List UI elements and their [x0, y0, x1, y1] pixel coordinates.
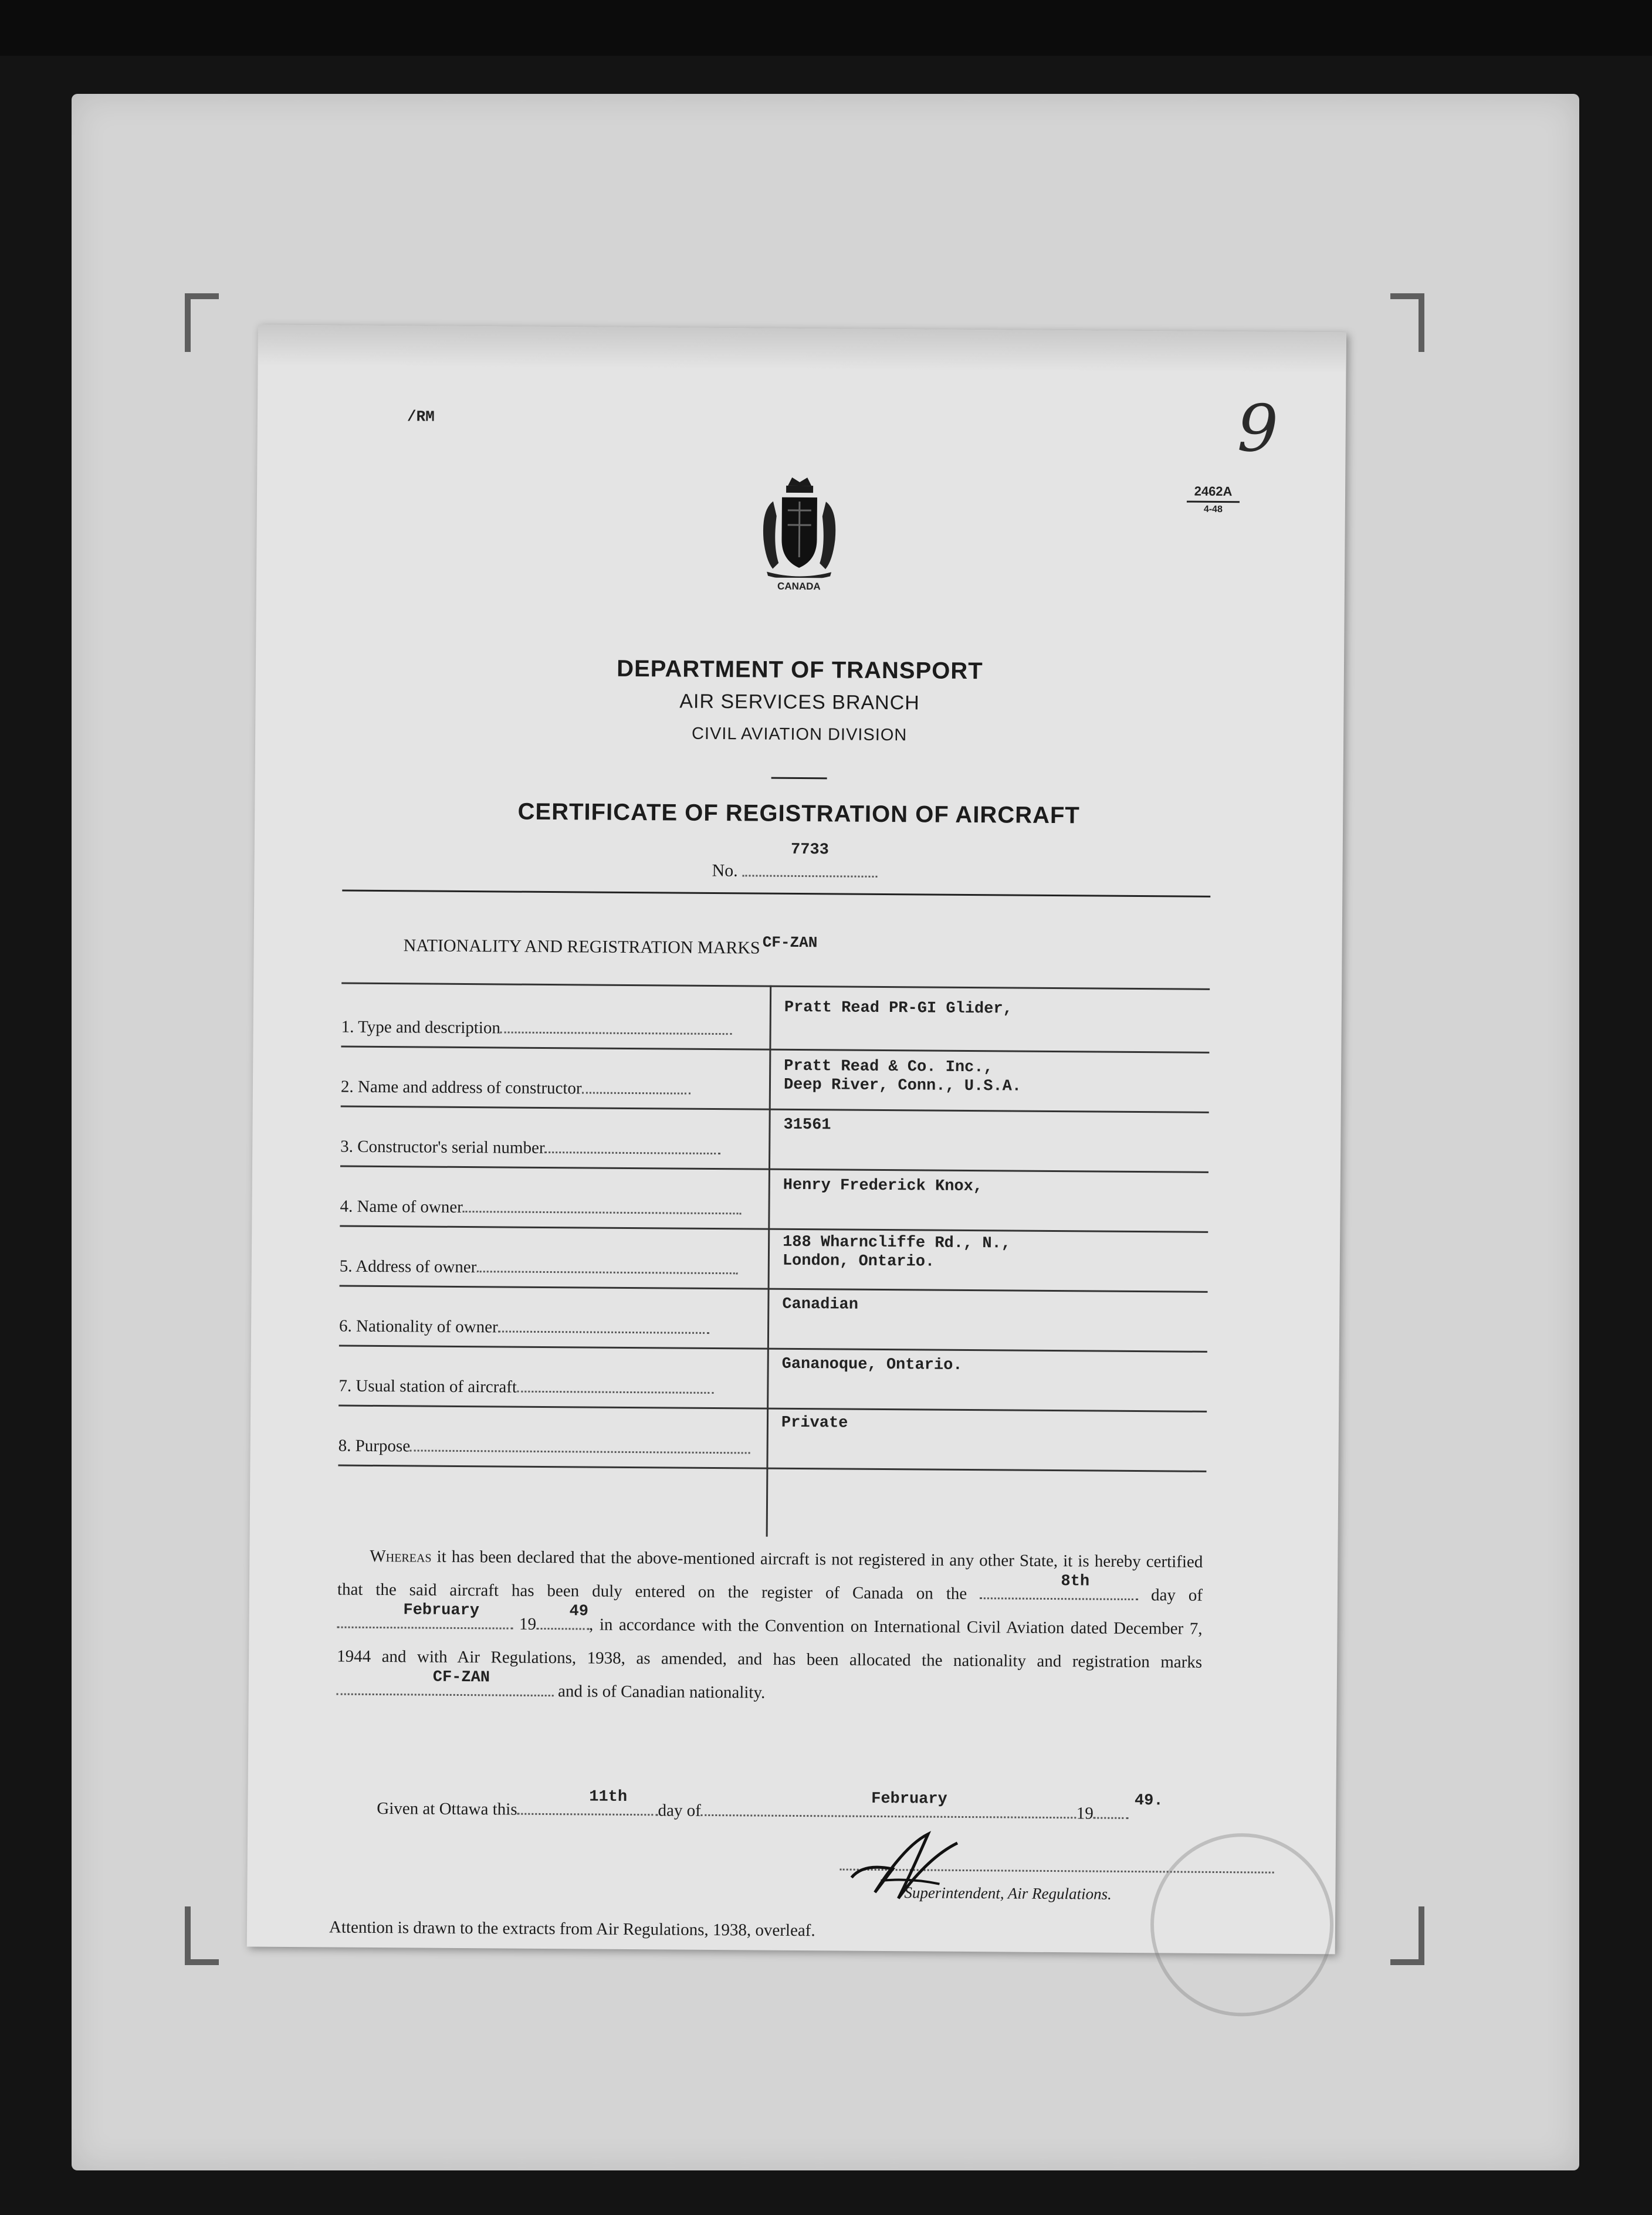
field-label-owner-name: 4. Name of owner	[340, 1197, 742, 1220]
field-value-owner-address: 188 Wharncliffe Rd., N., London, Ontario.	[782, 1233, 1011, 1271]
sheet-fold-shadow	[258, 325, 1346, 374]
given-day-fill	[517, 1788, 658, 1816]
declaration-paragraph	[337, 1540, 1203, 1713]
certificate-sheet	[247, 325, 1346, 1955]
declaration-text-2: day of	[1150, 1586, 1203, 1605]
table-rule	[340, 1166, 1208, 1173]
certificate-number-fill	[742, 841, 877, 877]
field-label-owner-address: 5. Address of owner	[340, 1257, 738, 1279]
table-rule	[339, 1345, 1207, 1353]
given-month-fill	[701, 1790, 1076, 1818]
crest-label: CANADA	[777, 580, 821, 592]
table-rule	[341, 1046, 1209, 1054]
table-rule	[340, 1225, 1208, 1233]
top-dark-band	[0, 0, 1652, 56]
table-column-divider	[766, 985, 772, 1537]
department-heading: DEPARTMENT OF TRANSPORT	[617, 655, 983, 685]
declaration-text-4: , in accordance with the Convention on International Civil Aviation dated December 7, 1944 and with Air Regulations, 1938, as amended, and has been allocated the nationality and registration marks	[337, 1615, 1203, 1672]
crop-mark-top-left	[185, 293, 219, 352]
table-rule	[341, 1106, 1209, 1113]
table-rule	[338, 1465, 1206, 1472]
marks-value: CF-ZAN	[762, 933, 818, 952]
field-label-purpose: 8. Purpose	[338, 1437, 751, 1459]
marks-line	[403, 933, 818, 959]
marks-label: NATIONALITY AND REGISTRATION MARKS	[403, 936, 760, 958]
given-year: 49.	[1134, 1791, 1163, 1810]
heading-divider	[771, 777, 827, 780]
form-date: 4-48	[1203, 504, 1223, 515]
given-month: February	[871, 1790, 947, 1808]
declaration-text-3: 19	[519, 1614, 537, 1634]
field-label-type: 1. Type and description	[341, 1018, 732, 1040]
registration-day-fill	[980, 1572, 1138, 1600]
page-number-annotation: 9	[1237, 391, 1279, 466]
crop-mark-bottom-right	[1390, 1906, 1424, 1965]
official-stamp-icon	[1150, 1833, 1334, 2017]
field-label-serial: 3. Constructor's serial number	[340, 1137, 721, 1160]
form-code: 2462A	[1187, 484, 1240, 503]
registration-year-fill	[536, 1602, 589, 1630]
coat-of-arms-icon	[755, 475, 844, 595]
division-heading: CIVIL AVIATION DIVISION	[691, 724, 908, 745]
crop-mark-top-right	[1390, 293, 1424, 352]
field-value-constructor: Pratt Read & Co. Inc., Deep River, Conn., U.S.A.	[783, 1057, 1022, 1096]
table-rule	[340, 1285, 1208, 1293]
table-rule	[341, 983, 1210, 990]
field-label-station: 7. Usual station of aircraft	[338, 1377, 713, 1398]
given-day: 11th	[589, 1788, 628, 1806]
certificate-title: CERTIFICATE OF REGISTRATION OF AIRCRAFT	[517, 798, 1080, 829]
field-value-purpose: Private	[781, 1414, 848, 1432]
declaration-whereas: Whereas	[370, 1546, 432, 1566]
form-number	[1187, 484, 1240, 516]
given-line	[336, 1788, 1201, 1831]
registration-day: 8th	[1061, 1572, 1090, 1591]
given-year-fill	[1094, 1791, 1163, 1819]
given-mid: day of	[658, 1801, 701, 1820]
certificate-number-label: No.	[712, 861, 738, 880]
field-label-nationality: 6. Nationality of owner	[339, 1317, 709, 1339]
field-value-owner-name: Henry Frederick Knox,	[783, 1176, 983, 1196]
attention-footer: Attention is drawn to the extracts from Air Regulations, 1938, overleaf.	[329, 1918, 815, 1940]
title-rule	[342, 890, 1210, 897]
field-label-constructor: 2. Name and address of constructor	[341, 1078, 690, 1099]
signature-title: Superintendent, Air Regulations.	[904, 1884, 1112, 1903]
certificate-number-line	[712, 841, 877, 882]
declaration-marks-fill	[337, 1668, 554, 1696]
field-value-serial: 31561	[783, 1116, 831, 1134]
given-prefix: Given at Ottawa this	[377, 1799, 517, 1819]
registration-table	[250, 981, 1342, 1540]
declaration-text-1: it has been declared that the above-mentioned aircraft is not registered in any other State, it is hereby certified that the said aircraft has been duly entered on the register of Canada on the	[337, 1547, 1203, 1604]
reference-annotation: /RM	[407, 408, 435, 426]
registration-month: February	[403, 1601, 480, 1620]
field-value-type: Pratt Read PR-GI Glider,	[784, 998, 1013, 1018]
field-value-station: Gananoque, Ontario.	[781, 1355, 963, 1374]
registration-month-fill	[337, 1601, 513, 1630]
registration-year: 49	[569, 1602, 589, 1621]
branch-heading: AIR SERVICES BRANCH	[679, 690, 920, 714]
field-value-nationality: Canadian	[782, 1295, 859, 1314]
certificate-number: 7733	[790, 841, 829, 859]
declaration-text-5: and is of Canadian nationality.	[557, 1682, 766, 1702]
table-rule	[338, 1405, 1207, 1413]
given-year-prefix: 19	[1076, 1804, 1094, 1823]
crop-mark-bottom-left	[185, 1906, 219, 1965]
declaration-marks: CF-ZAN	[432, 1668, 490, 1686]
